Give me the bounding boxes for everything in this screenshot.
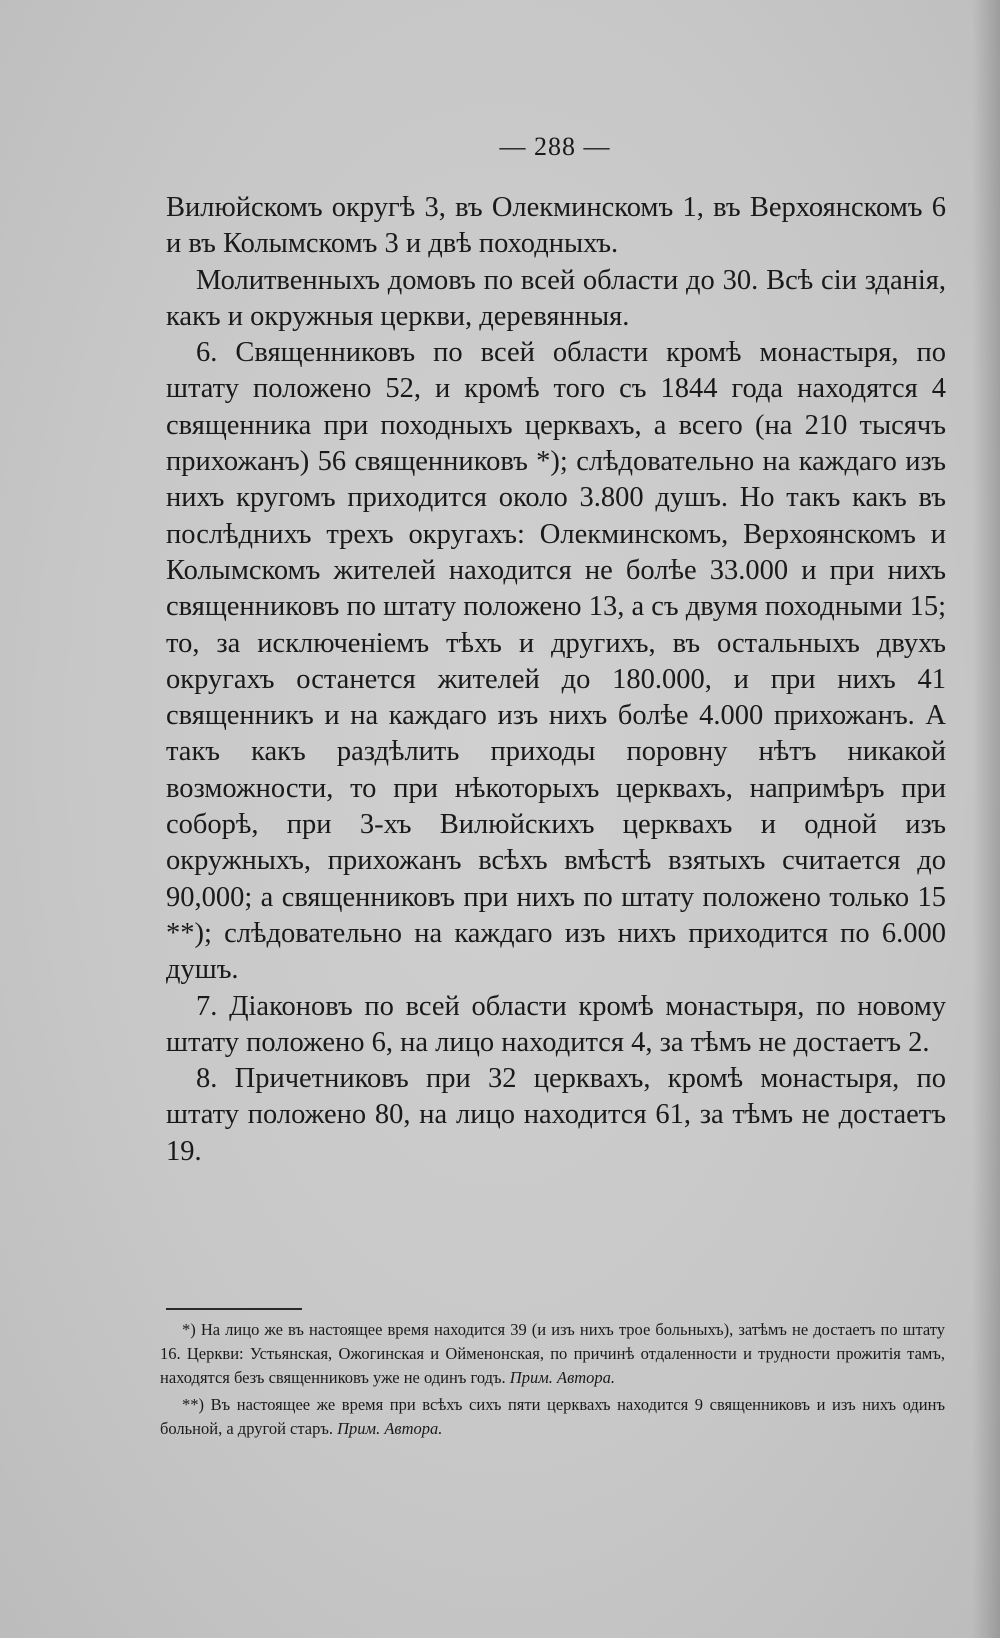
page-edge-shadow [972,0,1000,1638]
paragraph-continuation: Вилюйскомъ округѣ 3, въ Олекминскомъ 1, въ Верхоянскомъ 6 и въ Колымскомъ 3 и двѣ походныхъ. [166,192,946,260]
paragraph-7-deacons: 7. Діаконовъ по всей области кромѣ монастыря, по новому штату положено 6, на лицо находится 4, за тѣмъ не достаетъ 2. [166,990,946,1058]
page-number: — 288 — [499,132,611,161]
footnote-divider [166,1308,302,1310]
footnote-1-attribution: Прим. Автора. [509,1368,616,1388]
footnote-2 [160,1393,945,1441]
footnote-2-text: **) Въ настоящее же время при всѣхъ сихъ пяти церквахъ находится 9 священниковъ и изъ нихъ одинъ больной, а другой старъ. [160,1394,945,1438]
footnote-1 [160,1318,945,1391]
paragraph-8-clerics: 8. Причетниковъ при 32 церквахъ, кромѣ монастыря, по штату положено 80, на лицо находится 61, за тѣмъ не достаетъ 19. [166,1063,946,1167]
paragraph-6-priests: 6. Священниковъ по всей области кромѣ монастыря, по штату положено 52, и кромѣ того съ 1844 года находятся 4 священника при походныхъ церквахъ, а всего (на 210 тысячъ прихожанъ) 56 священниковъ *); слѣдовательно на каждаго изъ нихъ кругомъ приходится около 3.800 душъ. Но такъ какъ въ послѣднихъ трехъ округахъ: Олекминскомъ, Верхоянскомъ и Колымскомъ жителей находится не болѣе 33.000 и при нихъ священниковъ по штату положено 13, а съ двумя походными 15; то, за исключеніемъ тѣхъ и другихъ, въ остальныхъ двухъ округахъ останется жителей до 180.000, и при нихъ 41 священникъ и на каждаго изъ нихъ болѣе 4.000 прихожанъ. А такъ какъ раздѣлить приходы поровну нѣтъ никакой возможности, то при нѣкоторыхъ церквахъ, напримѣръ при соборѣ, при 3-хъ Вилюйскихъ церквахъ и одной изъ окружныхъ, прихожанъ всѣхъ вмѣстѣ взятыхъ считается до 90,000; а священниковъ при нихъ по штату положено только 15 **); слѣдовательно на каждаго изъ нихъ приходится по 6.000 душъ. [166,337,946,986]
paragraph-prayer-houses: Молитвенныхъ домовъ по всей области до 30. Всѣ сіи зданія, какъ и окружныя церкви, деревянныя. [166,264,946,332]
main-text [166,190,946,1170]
footnote-1-text: *) На лицо же въ настоящее время находится 39 (и изъ нихъ трое больныхъ), затѣмъ не достаетъ по штату 16. Церкви: Устьянская, Ожогинская и Ойменонская, по причинѣ отдаленности и трудности прожитія тамъ, находятся безъ священниковъ уже не одинъ годъ. [160,1320,945,1388]
footnotes [160,1318,945,1441]
footnote-2-attribution: Прим. Автора. [337,1418,443,1438]
